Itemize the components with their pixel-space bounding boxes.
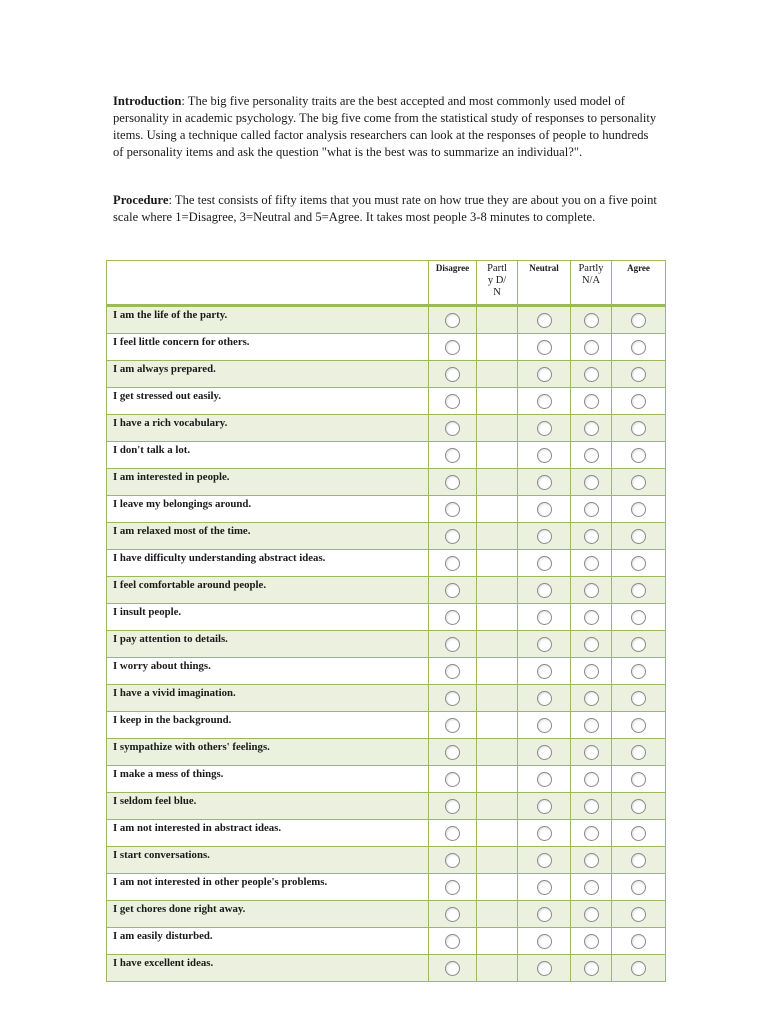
cell-neutral [518,496,571,523]
cell-agree [612,901,666,928]
table-row [107,955,666,982]
cell-agree [612,442,666,469]
cell-disagree [429,577,477,604]
header-agree: Agree [612,261,666,306]
cell-neutral [518,415,571,442]
table-row [107,415,666,442]
radio-partly-na[interactable] [584,664,599,679]
cell-neutral [518,469,571,496]
cell-disagree [429,955,477,982]
cell-agree [612,415,666,442]
procedure-text: : The test consists of fifty items that you must rate on how true they are about you on a five point scale where 1=Disagree, 3=Neutral and 5=Agree. It takes most people 3-8 minutes to complete. [113,193,657,224]
table-row [107,928,666,955]
cell-disagree [429,658,477,685]
cell-partly-dn [477,820,518,847]
survey-item-text: I start conversations. [107,847,429,874]
cell-partly-na [571,306,612,334]
survey-item-text: I worry about things. [107,658,429,685]
cell-disagree [429,523,477,550]
radio-neutral[interactable] [537,880,552,895]
survey-item-text: I have a vivid imagination. [107,685,429,712]
table-row [107,901,666,928]
cell-agree [612,604,666,631]
radio-partly-na[interactable] [584,475,599,490]
radio-agree[interactable] [631,907,646,922]
cell-neutral [518,523,571,550]
cell-partly-dn [477,334,518,361]
radio-disagree[interactable] [445,691,460,706]
radio-disagree[interactable] [445,853,460,868]
cell-neutral [518,793,571,820]
survey-item-text: I have difficulty understanding abstract ideas. [107,550,429,577]
radio-disagree[interactable] [445,394,460,409]
cell-partly-dn [477,577,518,604]
table-row [107,685,666,712]
cell-disagree [429,415,477,442]
table-row [107,739,666,766]
cell-disagree [429,496,477,523]
cell-partly-dn [477,550,518,577]
cell-partly-dn [477,631,518,658]
radio-neutral[interactable] [537,448,552,463]
radio-disagree[interactable] [445,340,460,355]
radio-agree[interactable] [631,664,646,679]
cell-partly-na [571,685,612,712]
cell-disagree [429,442,477,469]
radio-neutral[interactable] [537,637,552,652]
radio-agree[interactable] [631,394,646,409]
radio-partly-na[interactable] [584,907,599,922]
radio-partly-na[interactable] [584,367,599,382]
procedure-heading: Procedure [113,193,169,207]
cell-partly-na [571,361,612,388]
survey-item-text: I have a rich vocabulary. [107,415,429,442]
cell-agree [612,793,666,820]
cell-disagree [429,685,477,712]
cell-neutral [518,658,571,685]
cell-partly-dn [477,442,518,469]
radio-agree[interactable] [631,556,646,571]
cell-partly-na [571,496,612,523]
radio-disagree[interactable] [445,448,460,463]
cell-agree [612,388,666,415]
radio-disagree[interactable] [445,502,460,517]
radio-partly-na[interactable] [584,556,599,571]
radio-agree[interactable] [631,448,646,463]
survey-item-text: I have excellent ideas. [107,955,429,982]
cell-partly-na [571,388,612,415]
radio-neutral[interactable] [537,826,552,841]
cell-neutral [518,388,571,415]
cell-partly-dn [477,955,518,982]
header-partly-dn-label: Partl y D/N [487,263,507,298]
radio-agree[interactable] [631,691,646,706]
table-row [107,658,666,685]
radio-neutral[interactable] [537,475,552,490]
cell-agree [612,577,666,604]
radio-neutral[interactable] [537,691,552,706]
radio-agree[interactable] [631,610,646,625]
survey-item-text: I am interested in people. [107,469,429,496]
radio-neutral[interactable] [537,745,552,760]
radio-agree[interactable] [631,880,646,895]
cell-disagree [429,793,477,820]
cell-partly-na [571,955,612,982]
radio-disagree[interactable] [445,745,460,760]
survey-item-text: I pay attention to details. [107,631,429,658]
cell-neutral [518,739,571,766]
cell-partly-dn [477,658,518,685]
cell-agree [612,820,666,847]
radio-partly-na[interactable] [584,502,599,517]
table-row [107,712,666,739]
radio-neutral[interactable] [537,529,552,544]
radio-neutral[interactable] [537,502,552,517]
radio-agree[interactable] [631,718,646,733]
cell-partly-dn [477,739,518,766]
table-row [107,766,666,793]
cell-disagree [429,306,477,334]
cell-agree [612,739,666,766]
personality-survey-table [106,260,666,982]
cell-disagree [429,928,477,955]
cell-partly-dn [477,847,518,874]
radio-partly-na[interactable] [584,934,599,949]
cell-neutral [518,874,571,901]
table-row [107,604,666,631]
radio-partly-na[interactable] [584,691,599,706]
cell-agree [612,766,666,793]
cell-partly-na [571,847,612,874]
radio-agree[interactable] [631,340,646,355]
radio-disagree[interactable] [445,367,460,382]
table-row [107,793,666,820]
header-partly-dn [477,261,518,306]
cell-agree [612,550,666,577]
radio-neutral[interactable] [537,907,552,922]
table-row [107,577,666,604]
radio-disagree[interactable] [445,529,460,544]
cell-disagree [429,631,477,658]
table-row [107,442,666,469]
cell-disagree [429,388,477,415]
table-row [107,523,666,550]
radio-agree[interactable] [631,934,646,949]
radio-neutral[interactable] [537,961,552,976]
cell-partly-dn [477,604,518,631]
cell-neutral [518,820,571,847]
cell-agree [612,955,666,982]
cell-disagree [429,766,477,793]
survey-item-text: I seldom feel blue. [107,793,429,820]
cell-partly-na [571,712,612,739]
radio-partly-na[interactable] [584,340,599,355]
cell-neutral [518,685,571,712]
radio-agree[interactable] [631,367,646,382]
cell-agree [612,874,666,901]
header-partly-na-label: Partly N/A [578,263,604,286]
cell-neutral [518,928,571,955]
radio-neutral[interactable] [537,799,552,814]
cell-partly-dn [477,361,518,388]
radio-neutral[interactable] [537,394,552,409]
radio-neutral[interactable] [537,772,552,787]
survey-item-text: I leave my belongings around. [107,496,429,523]
survey-item-text: I feel little concern for others. [107,334,429,361]
survey-item-text: I get stressed out easily. [107,388,429,415]
radio-disagree[interactable] [445,664,460,679]
header-disagree: Disagree [429,261,477,306]
radio-partly-na[interactable] [584,610,599,625]
radio-neutral[interactable] [537,934,552,949]
radio-agree[interactable] [631,529,646,544]
cell-agree [612,928,666,955]
header-neutral: Neutral [518,261,571,306]
radio-partly-na[interactable] [584,853,599,868]
cell-partly-na [571,766,612,793]
cell-partly-na [571,469,612,496]
cell-partly-dn [477,388,518,415]
cell-partly-dn [477,928,518,955]
radio-neutral[interactable] [537,718,552,733]
cell-disagree [429,847,477,874]
cell-disagree [429,469,477,496]
radio-partly-na[interactable] [584,637,599,652]
radio-partly-na[interactable] [584,583,599,598]
radio-disagree[interactable] [445,907,460,922]
radio-agree[interactable] [631,853,646,868]
procedure-paragraph [113,192,658,226]
radio-disagree[interactable] [445,583,460,598]
radio-agree[interactable] [631,799,646,814]
cell-partly-na [571,631,612,658]
cell-neutral [518,955,571,982]
cell-partly-na [571,604,612,631]
header-partly-na [571,261,612,306]
radio-agree[interactable] [631,745,646,760]
radio-partly-na[interactable] [584,529,599,544]
cell-agree [612,685,666,712]
survey-item-text: I am not interested in abstract ideas. [107,820,429,847]
radio-neutral[interactable] [537,556,552,571]
cell-partly-na [571,550,612,577]
radio-partly-na[interactable] [584,880,599,895]
radio-neutral[interactable] [537,367,552,382]
radio-partly-na[interactable] [584,718,599,733]
cell-partly-na [571,415,612,442]
radio-agree[interactable] [631,583,646,598]
radio-agree[interactable] [631,421,646,436]
table-row [107,361,666,388]
cell-disagree [429,334,477,361]
radio-disagree[interactable] [445,475,460,490]
cell-partly-dn [477,415,518,442]
cell-disagree [429,820,477,847]
survey-item-text: I make a mess of things. [107,766,429,793]
cell-neutral [518,766,571,793]
cell-partly-na [571,793,612,820]
radio-disagree[interactable] [445,313,460,328]
cell-disagree [429,712,477,739]
survey-item-text: I am not interested in other people's problems. [107,874,429,901]
introduction-heading: Introduction [113,94,182,108]
header-item-column [107,261,429,306]
cell-agree [612,847,666,874]
cell-neutral [518,712,571,739]
radio-partly-na[interactable] [584,961,599,976]
cell-partly-dn [477,496,518,523]
cell-neutral [518,361,571,388]
cell-disagree [429,604,477,631]
radio-disagree[interactable] [445,880,460,895]
cell-partly-na [571,739,612,766]
survey-item-text: I feel comfortable around people. [107,577,429,604]
radio-agree[interactable] [631,637,646,652]
survey-body [107,306,666,982]
radio-partly-na[interactable] [584,772,599,787]
radio-partly-na[interactable] [584,826,599,841]
cell-neutral [518,442,571,469]
radio-disagree[interactable] [445,826,460,841]
table-row [107,631,666,658]
cell-agree [612,334,666,361]
cell-partly-na [571,523,612,550]
radio-neutral[interactable] [537,340,552,355]
table-row [107,874,666,901]
cell-neutral [518,550,571,577]
introduction-paragraph [113,93,658,161]
cell-neutral [518,901,571,928]
cell-neutral [518,334,571,361]
cell-agree [612,712,666,739]
introduction-text: : The big five personality traits are the best accepted and most commonly used model of personality in academic psychology. The big five come from the statistical study of responses to personality items. Using a technique called factor analysis researchers can look at the responses of people to hundreds of personality items and ask the question "what is the best was to summarize an individual?". [113,94,657,159]
radio-agree[interactable] [631,772,646,787]
table-row [107,496,666,523]
radio-disagree[interactable] [445,772,460,787]
radio-agree[interactable] [631,961,646,976]
radio-disagree[interactable] [445,610,460,625]
cell-agree [612,523,666,550]
radio-neutral[interactable] [537,664,552,679]
cell-partly-dn [477,793,518,820]
radio-neutral[interactable] [537,853,552,868]
cell-partly-na [571,901,612,928]
cell-agree [612,631,666,658]
cell-agree [612,361,666,388]
cell-partly-na [571,442,612,469]
radio-agree[interactable] [631,826,646,841]
radio-agree[interactable] [631,502,646,517]
cell-partly-dn [477,874,518,901]
cell-partly-na [571,334,612,361]
cell-partly-dn [477,766,518,793]
survey-item-text: I am relaxed most of the time. [107,523,429,550]
cell-partly-na [571,658,612,685]
table-row [107,388,666,415]
radio-neutral[interactable] [537,583,552,598]
cell-neutral [518,847,571,874]
radio-partly-na[interactable] [584,448,599,463]
cell-partly-dn [477,306,518,334]
cell-agree [612,306,666,334]
survey-item-text: I keep in the background. [107,712,429,739]
cell-partly-na [571,577,612,604]
cell-neutral [518,577,571,604]
radio-agree[interactable] [631,313,646,328]
cell-partly-dn [477,523,518,550]
radio-partly-na[interactable] [584,421,599,436]
radio-partly-na[interactable] [584,745,599,760]
cell-partly-na [571,928,612,955]
table-row [107,469,666,496]
table-row [107,334,666,361]
radio-neutral[interactable] [537,313,552,328]
survey-item-text: I get chores done right away. [107,901,429,928]
cell-partly-dn [477,901,518,928]
radio-neutral[interactable] [537,610,552,625]
radio-disagree[interactable] [445,961,460,976]
cell-partly-na [571,874,612,901]
radio-partly-na[interactable] [584,394,599,409]
survey-item-text: I am the life of the party. [107,306,429,334]
cell-neutral [518,604,571,631]
radio-neutral[interactable] [537,421,552,436]
table-header-row [107,261,666,306]
cell-partly-dn [477,712,518,739]
cell-agree [612,496,666,523]
radio-agree[interactable] [631,475,646,490]
table-row [107,820,666,847]
table-row [107,306,666,334]
cell-disagree [429,874,477,901]
radio-disagree[interactable] [445,556,460,571]
radio-partly-na[interactable] [584,799,599,814]
survey-item-text: I don't talk a lot. [107,442,429,469]
table-row [107,847,666,874]
cell-partly-dn [477,469,518,496]
cell-agree [612,469,666,496]
survey-item-text: I insult people. [107,604,429,631]
cell-neutral [518,306,571,334]
cell-neutral [518,631,571,658]
table-row [107,550,666,577]
radio-partly-na[interactable] [584,313,599,328]
cell-partly-na [571,820,612,847]
cell-disagree [429,739,477,766]
cell-partly-dn [477,685,518,712]
survey-item-text: I am easily disturbed. [107,928,429,955]
radio-disagree[interactable] [445,934,460,949]
survey-item-text: I sympathize with others' feelings. [107,739,429,766]
survey-item-text: I am always prepared. [107,361,429,388]
cell-disagree [429,361,477,388]
radio-disagree[interactable] [445,799,460,814]
radio-disagree[interactable] [445,637,460,652]
radio-disagree[interactable] [445,421,460,436]
cell-disagree [429,550,477,577]
radio-disagree[interactable] [445,718,460,733]
cell-agree [612,658,666,685]
cell-disagree [429,901,477,928]
